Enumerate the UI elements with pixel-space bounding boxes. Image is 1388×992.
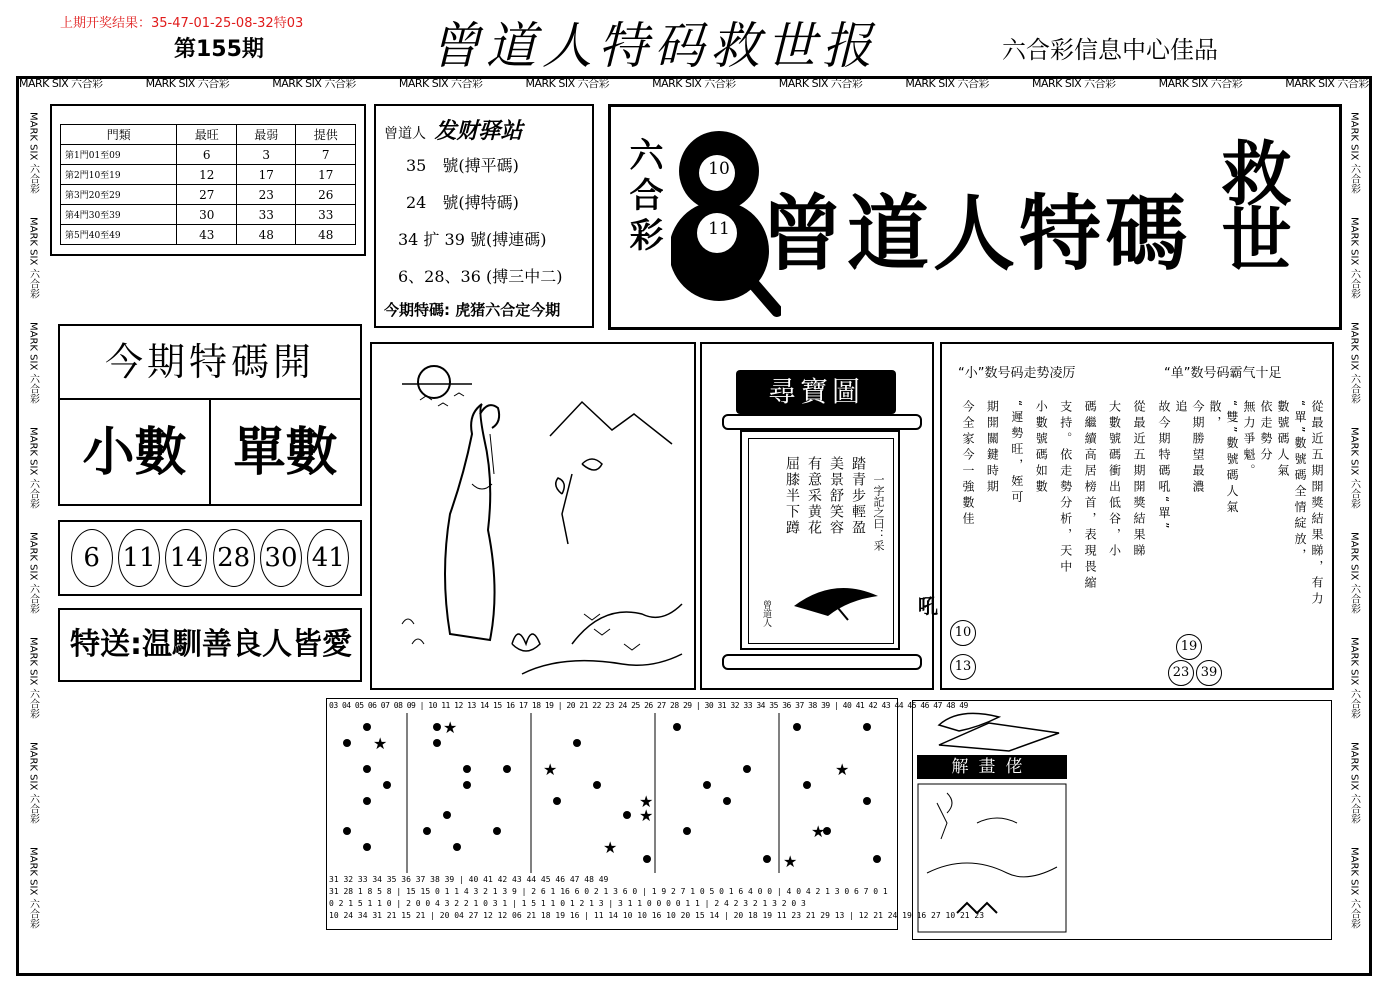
trend-ball: 39 <box>1196 660 1222 686</box>
trend-ball: 23 <box>1168 660 1194 686</box>
treasure-map-panel <box>700 342 934 690</box>
banner-title: 曾道人特碼 <box>761 187 1192 282</box>
tip-line: 6、28、36 (搏三中二) <box>398 267 563 286</box>
table-row: 第1門01至09 6 3 7 <box>61 145 356 165</box>
stats-table <box>60 124 356 245</box>
number-ball: 28 <box>213 529 255 587</box>
trend-panel <box>940 342 1334 690</box>
poem-line: 美景舒笑容 <box>828 456 844 536</box>
trend-title-small: “小”数号码走势凌厉 <box>958 366 1076 381</box>
svg-text:★: ★ <box>443 718 458 737</box>
number-ball: 30 <box>260 529 302 587</box>
page-title: 曾道人特码救世报 <box>430 17 878 75</box>
trend-title-odd: “单”数号码霸气十足 <box>1164 366 1282 381</box>
grid-header-numbers: 03 04 05 06 07 08 09 | 10 11 12 13 14 15 16 17 18 19 | 20 21 22 23 24 25 26 27 28 29 | 30 31 32 33 34 35 36 37 38 39 | 40 41 42 43 44 45 46 47 48 49 <box>329 701 968 710</box>
grid-footer-row: 0 2 1 5 1 1 0 | 2 0 0 4 3 2 2 1 0 3 1 | 1 5 1 1 0 1 2 1 3 | 3 1 1 0 0 0 0 1 1 | 2 4 2 3 2 1 3 2 0 3 <box>329 899 806 908</box>
issue-number: 第155期 <box>174 37 264 62</box>
grid-footer-row: 31 28 1 8 5 8 | 15 15 0 1 1 4 3 2 1 3 9 | 2 6 1 16 6 0 2 1 3 6 0 | 1 9 2 7 1 0 5 0 1 6 4 0 0 | 4 0 4 2 1 3 0 6 7 0 1 <box>329 887 888 896</box>
svg-text:★: ★ <box>783 852 798 871</box>
lottery-label: 六合彩 <box>623 137 663 257</box>
tips-heading: 曾道人 发财驿站 <box>384 118 523 144</box>
grid-footer-row: 31 32 33 34 35 36 37 38 39 | 40 41 42 43 44 45 46 47 48 49 <box>329 875 609 884</box>
left-band: MARK SIX 六合彩 MARK SIX 六合彩 MARK SIX 六合彩 MARK SIX 六合彩 MARK SIX 六合彩 MARK SIX 六合彩 MARK SIX 六合彩 MARK SIX 六合彩 <box>27 111 39 929</box>
puzzle-title: 解畫佬 <box>917 755 1067 779</box>
poem-author: 曾道人 <box>761 600 771 627</box>
trend-left-text: 從最近五期開獎結果睇 大數號碼衝出低谷，小 碼繼續高居榜首，表現畏縮 支持。依走勢分析，天中 小數號碼如數 “遲勢旺，姪可 期開關鍵時期 今全家今一強數佳 <box>961 400 1146 592</box>
svg-text:★: ★ <box>811 822 826 841</box>
gift-line: 特送:温馴善良人皆愛 <box>58 608 362 682</box>
number-ball: 6 <box>71 529 113 587</box>
trend-right-text: 從最近五期開獎結果睇，有力 “單”數號碼全情綻放， 數號碼人氣 依走勢分 無力爭魁。 “雙”數號碼人氣 散， 今期勝望最濃 追 故今期特碼吼“單” <box>1157 400 1324 608</box>
exclaim-mark: 吼 <box>918 594 938 618</box>
table-row: 第5門40至49 43 48 48 <box>61 225 356 245</box>
number-grid <box>326 698 985 930</box>
treasure-title: 尋寶圖 <box>736 370 896 414</box>
poem-line: 踏青步輕盈 <box>850 456 866 536</box>
number-ball: 14 <box>165 529 207 587</box>
scholar-illustration <box>370 342 696 690</box>
table-row: 第2門10至19 12 17 17 <box>61 165 356 185</box>
tip-line: 34 扩 39 號(搏連碼) <box>398 230 547 249</box>
open-prediction-panel <box>58 324 362 506</box>
ball-number: 11 <box>708 219 730 239</box>
scroll-bottom-rod <box>722 654 922 670</box>
trend-ball: 13 <box>950 654 976 680</box>
table-row: 第4門30至39 30 33 33 <box>61 205 356 225</box>
banner-tag: 救世 <box>1210 137 1292 269</box>
tip-line: 35 號(搏平碼) <box>406 156 519 175</box>
svg-text:★: ★ <box>603 838 618 857</box>
table-row: 第3門20至29 27 23 26 <box>61 185 356 205</box>
svg-text:★: ★ <box>639 806 654 825</box>
tip-line: 24 號(搏特碼) <box>406 193 519 212</box>
tips-panel <box>374 104 594 328</box>
special-tip: 今期特碼: 虎猪六合定今期 <box>384 301 561 319</box>
svg-text:★: ★ <box>835 760 850 779</box>
table-header-row: 門類 最旺 最弱 提供 <box>61 125 356 145</box>
banner <box>608 104 1342 330</box>
right-band: MARK SIX 六合彩 MARK SIX 六合彩 MARK SIX 六合彩 MARK SIX 六合彩 MARK SIX 六合彩 MARK SIX 六合彩 MARK SIX 六合彩 MARK SIX 六合彩 <box>1348 111 1360 929</box>
stats-table-panel <box>50 104 366 256</box>
ball-number: 10 <box>708 159 730 179</box>
hand-book-drawing <box>919 705 1069 753</box>
svg-text:★: ★ <box>543 760 558 779</box>
poem-line: 有意采黄花 <box>806 456 822 536</box>
svg-text:★: ★ <box>373 734 388 753</box>
svg-text:★: ★ <box>639 792 654 811</box>
poem-line: 屈膝半下蹲 <box>784 456 800 536</box>
last-result: 上期开奖结果：35-47-01-25-08-32特03 <box>60 16 304 31</box>
scroll-top-rod <box>722 414 922 430</box>
producer: 六合彩信息中心佳品 <box>1002 36 1218 64</box>
number-ball: 11 <box>118 529 160 587</box>
odd-number-label: 單數 <box>233 423 338 483</box>
scholar-drawing <box>372 344 694 688</box>
poem-title: 一字記之曰：采 <box>872 474 885 551</box>
flower-drawing <box>788 576 884 626</box>
trend-ball: 19 <box>1176 634 1202 660</box>
grid-dots <box>327 713 897 873</box>
puzzle-panel <box>912 700 1332 940</box>
trend-ball: 10 <box>950 620 976 646</box>
number-ball: 41 <box>307 529 349 587</box>
small-number-label: 小數 <box>60 400 211 506</box>
open-label: 今期特碼開 <box>60 326 360 400</box>
grid-footer-row: 10 24 34 31 21 15 21 | 20 04 27 12 12 06 21 18 19 16 | 11 14 10 10 16 10 20 15 14 | 20 18 19 11 23 21 29 13 | 12 21 24 19 16 27 10 21 23 <box>329 911 985 920</box>
top-band: MARK SIX 六合彩 MARK SIX 六合彩 MARK SIX 六合彩 MARK SIX 六合彩 MARK SIX 六合彩 MARK SIX 六合彩 MARK SIX 六合彩 MARK SIX 六合彩 MARK SIX 六合彩 MARK SIX 六合彩 MARK SIX 六合彩 <box>19 77 1369 90</box>
recommended-numbers <box>58 520 362 596</box>
